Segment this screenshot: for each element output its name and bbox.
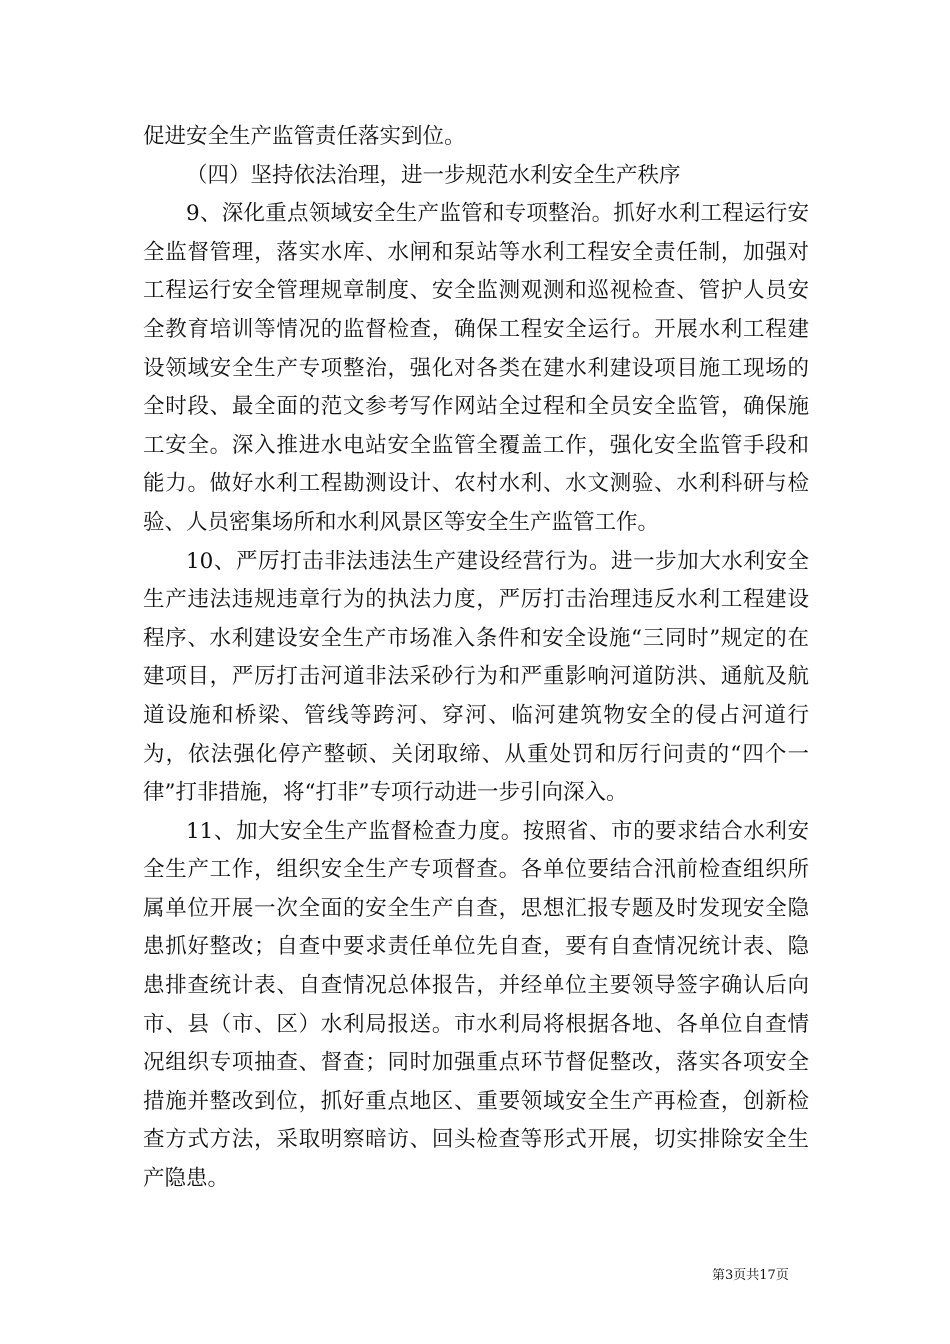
paragraph-item-10: 10、严厉打击非法违法生产建设经营行为。进一步加大水利安全生产违法违规违章行为的执法力度，严厉打击治理违反水利工程建设程序、水利建设安全生产市场准入条件和安全设施“三同时”规定的在建项目，严厉打击河道非法采砂行为和严重影响河道防洪、通航及航道设施和桥梁、管线等跨河、穿河、临河建筑物安全的侵占河道行为，依法强化停产整顿、关闭取缔、从重处罚和厉行问责的“四个一律”打非措施，将“打非”专项行动进一步引向深入。 <box>143 548 809 806</box>
document-body <box>143 118 809 1199</box>
paragraph-item-11: 11、加大安全生产监督检查力度。按照省、市的要求结合水利安全生产工作，组织安全生产专项督查。各单位要结合汛前检查组织所属单位开展一次全面的安全生产自查，思想汇报专题及时发现安全隐患抓好整改；自查中要求责任单位先自查，要有自查情况统计表、隐患排查统计表、自查情况总体报告，并经单位主要领导签字确认后向市、县（市、区）水利局报送。市水利局将根据各地、各单位自查情况组织专项抽查、督查；同时加强重点环节督促整改，落实各项安全措施并整改到位，抓好重点地区、重要领域安全生产再检查，创新检查方式方法，采取明察暗访、回头检查等形式开展，切实排除安全生产隐患。 <box>143 818 809 1192</box>
section-heading: （四）坚持依法治理，进一步规范水利安全生产秩序 <box>186 162 681 188</box>
page-number: 第3页共17页 <box>712 1268 789 1283</box>
paragraph-continuation: 促进安全生产监管责任落实到位。 <box>143 124 466 149</box>
paragraph-item-9: 9、深化重点领域安全生产监管和专项整治。抓好水利工程运行安全监督管理，落实水库、水闸和泵站等水利工程安全责任制，加强对工程运行安全管理规章制度、安全监测观测和巡视检查、管护人员安全教育培训等情况的监督检查，确保工程安全运行。开展水利工程建设领域安全生产专项整治，强化对各类在建水利建设项目施工现场的全时段、最全面的范文参考写作网站全过程和全员安全监管，确保施工安全。深入推进水电站安全监管全覆盖工作，强化安全监管手段和能力。做好水利工程勘测设计、农村水利、水文测验、水利科研与检验、人员密集场所和水利风景区等安全生产监管工作。 <box>143 201 809 535</box>
